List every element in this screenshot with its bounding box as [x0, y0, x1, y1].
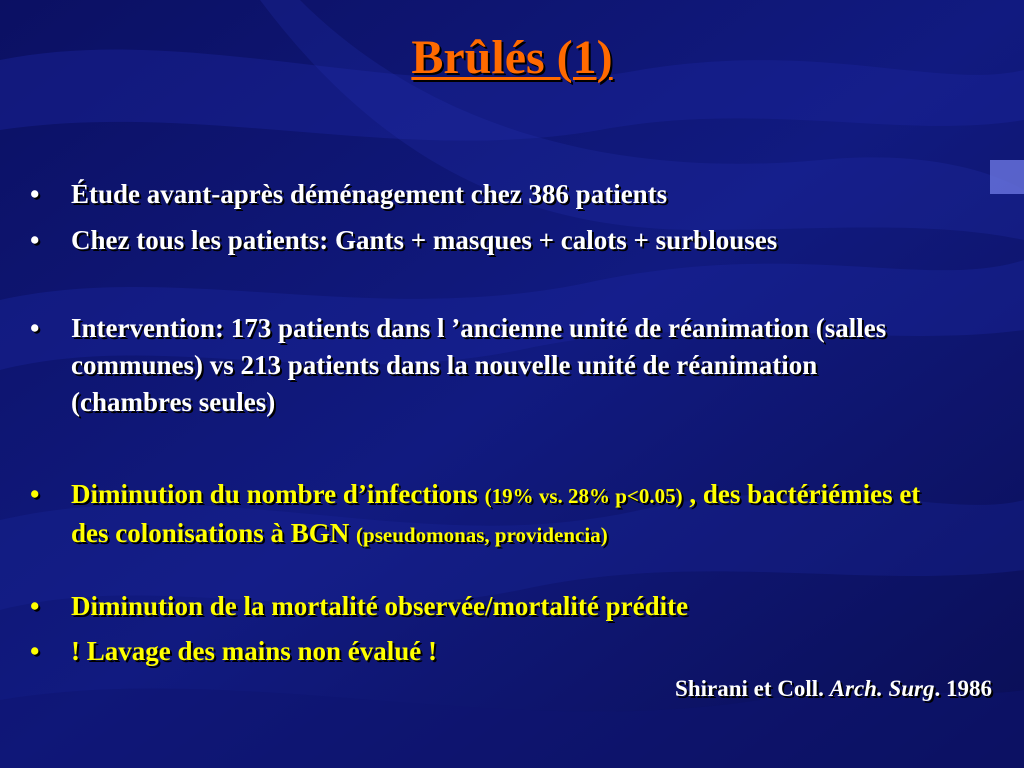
citation-year: . 1986	[934, 676, 992, 701]
citation-journal: Arch. Surg	[829, 676, 935, 701]
bullet-marker: •	[30, 591, 40, 621]
bullet-marker: •	[30, 179, 40, 209]
bullet-item	[30, 176, 990, 213]
bullet-item	[30, 476, 950, 554]
bullet-text: Diminution de la mortalité observée/mortalité prédite	[71, 591, 689, 621]
bullet-text-main: , des bactériémies et des colonisations à BGN	[71, 479, 921, 548]
bullet-text: Intervention: 173 patients dans l ’ancienne unité de réanimation (salles communes) vs 213 patients dans la nouvelle unité de réanimation (chambres seules)	[71, 313, 887, 417]
bullet-marker: •	[30, 313, 40, 343]
organism-list: (pseudomonas, providencia)	[356, 523, 608, 547]
citation-authors: Shirani et Coll.	[675, 676, 830, 701]
bullet-item	[30, 588, 990, 625]
bullet-item	[30, 222, 990, 259]
bullet-text	[71, 476, 950, 554]
bullet-marker: •	[30, 225, 40, 255]
bullet-marker: •	[30, 636, 40, 666]
bullet-item	[30, 633, 990, 670]
bullet-text-main: Diminution du nombre d’infections	[71, 479, 485, 509]
bullet-text: ! Lavage des mains non évalué !	[71, 636, 438, 666]
statistic-text: (19% vs. 28% p<0.05)	[484, 484, 683, 508]
bullet-marker: •	[30, 479, 40, 509]
bullet-item	[30, 310, 910, 421]
bullet-text: Chez tous les patients: Gants + masques + calots + surblouses	[71, 225, 778, 255]
citation	[675, 676, 992, 702]
bullet-text: Étude avant-après déménagement chez 386 patients	[71, 179, 668, 209]
slide-title: Brûlés (1)	[411, 31, 613, 84]
